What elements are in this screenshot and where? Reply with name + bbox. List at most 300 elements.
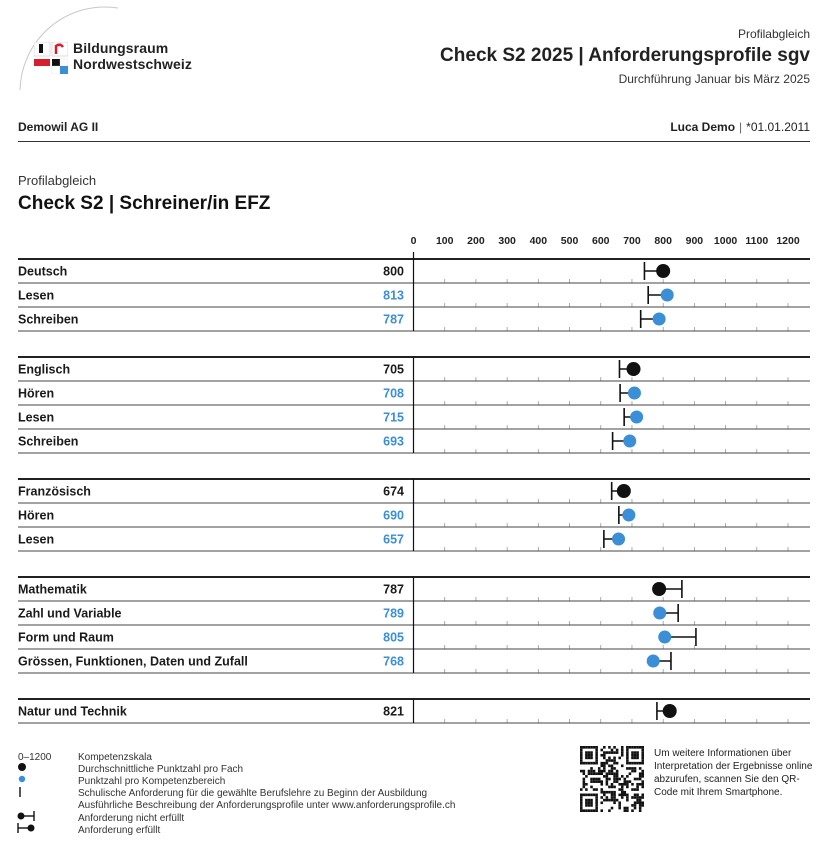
qr-module <box>588 804 591 807</box>
qr-module <box>631 751 634 754</box>
qr-module <box>593 780 596 783</box>
qr-module <box>641 801 644 804</box>
area-label: Schreiben <box>18 312 79 327</box>
qr-module <box>595 801 598 804</box>
qr-module <box>585 794 588 797</box>
qr-module <box>636 801 639 804</box>
qr-module <box>639 809 642 812</box>
qr-module <box>590 778 593 781</box>
qr-module <box>634 778 637 781</box>
legend-area-dot-icon <box>19 776 25 782</box>
qr-module <box>621 791 624 794</box>
qr-module <box>588 762 591 765</box>
qr-module <box>608 772 611 775</box>
qr-module <box>641 780 644 783</box>
qr-module <box>616 799 619 802</box>
qr-module <box>626 807 629 810</box>
qr-module <box>585 801 588 804</box>
qr-module <box>583 770 586 773</box>
qr-module <box>616 770 619 773</box>
qr-module <box>626 767 629 770</box>
qr-module <box>611 791 614 794</box>
qr-module <box>608 746 611 749</box>
x-tick-label: 800 <box>654 235 672 247</box>
qr-module <box>613 799 616 802</box>
qr-module <box>626 757 629 760</box>
qr-module <box>616 775 619 778</box>
qr-module <box>588 770 591 773</box>
qr-module <box>580 770 583 773</box>
area-score: 768 <box>383 654 404 669</box>
qr-module <box>621 783 624 786</box>
qr-module <box>590 751 593 754</box>
qr-module <box>611 796 614 799</box>
x-tick-label: 300 <box>498 235 516 247</box>
qr-module <box>608 770 611 773</box>
qr-module <box>631 754 634 757</box>
qr-module <box>590 762 593 765</box>
qr-module <box>600 754 603 757</box>
qr-module <box>639 767 642 770</box>
qr-module <box>595 799 598 802</box>
qr-module <box>639 804 642 807</box>
qr-module <box>583 772 586 775</box>
area-score: 813 <box>383 288 404 303</box>
qr-module <box>590 770 593 773</box>
qr-module <box>616 762 619 765</box>
qr-module <box>636 746 639 749</box>
qr-module <box>613 762 616 765</box>
qr-module <box>641 751 644 754</box>
qr-module <box>634 788 637 791</box>
qr-module <box>624 807 627 810</box>
qr-module <box>618 794 621 797</box>
x-tick-label: 500 <box>560 235 579 247</box>
qr-module <box>613 796 616 799</box>
qr-module <box>600 788 603 791</box>
person-info <box>670 120 810 134</box>
qr-module <box>636 751 639 754</box>
qr-module <box>600 809 603 812</box>
qr-module <box>613 775 616 778</box>
qr-module <box>629 772 632 775</box>
logo-line1: Bildungsraum <box>73 40 169 56</box>
qr-module <box>580 757 583 760</box>
qr-module <box>598 780 601 783</box>
qr-module <box>611 749 614 752</box>
qr-module <box>634 807 637 810</box>
subject-point <box>617 484 631 498</box>
qr-module <box>634 746 637 749</box>
qr-module <box>634 757 637 760</box>
qr-module <box>624 794 627 797</box>
subject-score: 800 <box>383 264 404 279</box>
qr-module <box>580 754 583 757</box>
qr-module <box>595 759 598 762</box>
qr-module <box>611 807 614 810</box>
qr-module <box>583 786 586 789</box>
logo-line2: Nordwestschweiz <box>73 56 192 72</box>
qr-module <box>598 772 601 775</box>
qr-module <box>590 754 593 757</box>
qr-module <box>626 759 629 762</box>
qr-module <box>616 778 619 781</box>
subject-score: 821 <box>383 704 404 719</box>
area-point <box>612 533 625 546</box>
qr-module <box>590 767 593 770</box>
qr-module <box>588 772 591 775</box>
qr-module <box>631 746 634 749</box>
area-point <box>661 289 674 302</box>
qr-module <box>590 780 593 783</box>
area-score: 690 <box>383 508 404 523</box>
subject-score: 787 <box>383 582 404 597</box>
qr-module <box>624 780 627 783</box>
qr-module <box>641 804 644 807</box>
qr-module <box>608 764 611 767</box>
qr-module <box>603 751 606 754</box>
qr-module <box>600 770 603 773</box>
qr-module <box>636 796 639 799</box>
qr-module <box>611 751 614 754</box>
qr-info-text: Um weitere Informationen über Interpretation der Ergebnisse online abzurufen, scannen Sie den QR-Code mit Ihrem Smartphone. <box>654 748 813 798</box>
qr-module <box>618 778 621 781</box>
qr-module <box>611 764 614 767</box>
section-title: Check S2 | Schreiner/in EFZ <box>18 193 271 214</box>
x-tick-label: 100 <box>435 235 454 247</box>
qr-module <box>641 775 644 778</box>
qr-module <box>626 751 629 754</box>
qr-module <box>611 770 614 773</box>
qr-module <box>606 780 609 783</box>
qr-module <box>583 809 586 812</box>
header-kicker: Profilabgleich <box>737 27 810 41</box>
qr-module <box>641 759 644 762</box>
qr-module <box>613 772 616 775</box>
qr-module <box>580 759 583 762</box>
qr-module <box>585 775 588 778</box>
section-kicker: Profilabgleich <box>18 173 97 188</box>
area-label: Lesen <box>18 532 55 547</box>
qr-module <box>606 759 609 762</box>
qr-module <box>603 762 606 765</box>
qr-module <box>641 762 644 765</box>
subject-label: Französisch <box>18 484 91 499</box>
x-tick-label: 1200 <box>776 235 800 247</box>
qr-module <box>611 759 614 762</box>
qr-module <box>636 778 639 781</box>
qr-module <box>636 799 639 802</box>
qr-module <box>631 757 634 760</box>
qr-module <box>613 778 616 781</box>
qr-module <box>603 799 606 802</box>
qr-module <box>580 762 583 765</box>
qr-module <box>626 762 629 765</box>
qr-module <box>595 762 598 765</box>
legend-item: Durchschnittliche Punktzahl pro Fach <box>78 764 244 775</box>
qr-module <box>585 783 588 786</box>
qr-module <box>593 794 596 797</box>
qr-module <box>600 762 603 765</box>
qr-module <box>636 754 639 757</box>
qr-module <box>634 762 637 765</box>
qr-module <box>626 780 629 783</box>
area-label: Form und Raum <box>18 630 114 645</box>
qr-module <box>603 775 606 778</box>
qr-module <box>608 751 611 754</box>
qr-module <box>585 754 588 757</box>
x-tick-label: 1000 <box>713 235 738 247</box>
legend-item: Anforderung erfüllt <box>78 825 161 836</box>
qr-module <box>634 770 637 773</box>
area-label: Schreiben <box>18 434 79 449</box>
qr-module <box>641 757 644 760</box>
page-title: Check S2 2025 | Anforderungsprofile sgv <box>440 45 810 66</box>
subject-point <box>663 704 677 718</box>
qr-module <box>631 783 634 786</box>
area-score: 715 <box>383 410 404 425</box>
qr-module <box>580 794 583 797</box>
qr-module <box>583 783 586 786</box>
qr-module <box>641 746 644 749</box>
legend-item: Kompetenzskala <box>78 752 152 763</box>
area-label: Lesen <box>18 410 55 425</box>
qr-module <box>626 809 629 812</box>
x-tick-label: 700 <box>623 235 641 247</box>
qr-module <box>588 801 591 804</box>
qr-module <box>606 778 609 781</box>
qr-module <box>618 757 621 760</box>
logo-flags-icon <box>34 42 68 74</box>
qr-module <box>626 794 629 797</box>
legend-item: Anforderung nicht erfüllt <box>78 813 185 824</box>
qr-module <box>621 764 624 767</box>
qr-module <box>588 757 591 760</box>
qr-module <box>636 788 639 791</box>
qr-module <box>600 749 603 752</box>
qr-module <box>636 794 639 797</box>
qr-module <box>641 794 644 797</box>
qr-module <box>613 794 616 797</box>
qr-module <box>595 749 598 752</box>
qr-module <box>641 772 644 775</box>
qr-module <box>585 788 588 791</box>
area-point <box>628 387 641 400</box>
qr-module <box>595 807 598 810</box>
qr-module <box>595 751 598 754</box>
qr-module <box>639 799 642 802</box>
area-score: 805 <box>383 630 404 645</box>
qr-module <box>624 791 627 794</box>
area-label: Lesen <box>18 288 55 303</box>
qr-module <box>600 796 603 799</box>
qr-module <box>593 770 596 773</box>
qr-module <box>590 746 593 749</box>
person-name: Luca Demo <box>670 120 736 134</box>
subject-score: 705 <box>383 362 404 377</box>
qr-module <box>611 772 614 775</box>
qr-module <box>598 770 601 773</box>
qr-module <box>588 754 591 757</box>
qr-module <box>639 762 642 765</box>
qr-module <box>603 757 606 760</box>
qr-module <box>608 759 611 762</box>
qr-module <box>618 788 621 791</box>
qr-module <box>603 764 606 767</box>
qr-module <box>616 772 619 775</box>
qr-module <box>585 809 588 812</box>
area-point <box>653 607 666 620</box>
area-score: 693 <box>383 434 404 449</box>
qr-module <box>606 796 609 799</box>
qr-module <box>631 809 634 812</box>
subject-label: Englisch <box>18 362 71 377</box>
qr-module <box>636 786 639 789</box>
qr-module <box>611 767 614 770</box>
qr-module <box>588 794 591 797</box>
qr-module <box>603 791 606 794</box>
qr-module <box>606 775 609 778</box>
qr-module <box>595 772 598 775</box>
subject-point <box>627 362 641 376</box>
qr-module <box>590 799 593 802</box>
qr-module <box>631 762 634 765</box>
legend-met-icon <box>18 823 35 833</box>
qr-code-icon[interactable] <box>580 746 644 812</box>
qr-module <box>606 791 609 794</box>
header-subtitle: Durchführung Januar bis März 2025 <box>618 72 810 86</box>
qr-module <box>618 804 621 807</box>
qr-module <box>626 754 629 757</box>
area-label: Grössen, Funktionen, Daten und Zufall <box>18 654 248 669</box>
qr-module <box>585 799 588 802</box>
person-birthdate: *01.01.2011 <box>746 120 810 134</box>
qr-module <box>580 788 583 791</box>
qr-module <box>606 751 609 754</box>
qr-module <box>600 772 603 775</box>
area-point <box>653 313 666 326</box>
qr-module <box>590 786 593 789</box>
qr-module <box>595 746 598 749</box>
qr-module <box>588 809 591 812</box>
qr-module <box>600 801 603 804</box>
qr-module <box>624 778 627 781</box>
qr-module <box>600 764 603 767</box>
qr-module <box>641 796 644 799</box>
qr-module <box>583 794 586 797</box>
legend-not-met-icon <box>18 811 35 821</box>
qr-module <box>595 788 598 791</box>
x-tick-label: 0 <box>410 235 417 247</box>
qr-module <box>583 746 586 749</box>
qr-module <box>613 757 616 760</box>
qr-module <box>636 783 639 786</box>
qr-module <box>629 762 632 765</box>
qr-module <box>608 786 611 789</box>
qr-module <box>621 796 624 799</box>
qr-module <box>603 767 606 770</box>
area-point <box>647 655 660 668</box>
x-tick-label: 200 <box>467 235 485 247</box>
qr-module <box>598 778 601 781</box>
qr-module <box>629 780 632 783</box>
subject-label: Deutsch <box>18 264 68 279</box>
qr-module <box>626 783 629 786</box>
qr-module <box>631 788 634 791</box>
qr-module <box>634 801 637 804</box>
qr-module <box>626 796 629 799</box>
legend-item: Ausführliche Beschreibung der Anforderungsprofile unter www.anforderungsprofile.ch <box>78 800 456 811</box>
qr-module <box>621 751 624 754</box>
qr-module <box>595 804 598 807</box>
qr-module <box>636 757 639 760</box>
qr-module <box>639 796 642 799</box>
qr-module <box>639 778 642 781</box>
qr-module <box>621 749 624 752</box>
qr-module <box>598 767 601 770</box>
x-tick-label: 400 <box>529 235 548 247</box>
qr-module <box>613 791 616 794</box>
qr-module <box>580 751 583 754</box>
qr-module <box>621 746 624 749</box>
qr-module <box>611 799 614 802</box>
qr-module <box>580 804 583 807</box>
qr-module <box>585 804 588 807</box>
qr-module <box>618 807 621 810</box>
qr-module <box>634 804 637 807</box>
qr-module <box>590 809 593 812</box>
qr-module <box>626 799 629 802</box>
qr-module <box>606 772 609 775</box>
qr-module <box>631 770 634 773</box>
qr-module <box>595 778 598 781</box>
qr-module <box>583 778 586 781</box>
qr-module <box>600 783 603 786</box>
area-score: 789 <box>383 606 404 621</box>
qr-module <box>613 780 616 783</box>
qr-module <box>611 783 614 786</box>
qr-module <box>606 799 609 802</box>
qr-module <box>641 786 644 789</box>
x-tick-label: 900 <box>685 235 704 247</box>
x-tick-label: 1100 <box>745 235 769 247</box>
qr-module <box>590 801 593 804</box>
qr-module <box>621 786 624 789</box>
qr-module <box>600 791 603 794</box>
qr-module <box>585 746 588 749</box>
qr-module <box>631 796 634 799</box>
qr-module <box>583 780 586 783</box>
qr-module <box>590 757 593 760</box>
qr-module <box>593 746 596 749</box>
qr-module <box>603 770 606 773</box>
qr-module <box>631 767 634 770</box>
subject-label: Mathematik <box>18 582 87 597</box>
header-divider <box>18 141 810 142</box>
qr-module <box>621 794 624 797</box>
qr-module <box>616 749 619 752</box>
qr-module <box>613 759 616 762</box>
qr-module <box>608 778 611 781</box>
area-label: Hören <box>18 508 55 523</box>
x-tick-label: 600 <box>591 235 610 247</box>
legend-subject-dot-icon <box>18 763 26 771</box>
area-score: 787 <box>383 312 404 327</box>
qr-module <box>608 809 611 812</box>
qr-module <box>618 801 621 804</box>
profile-chart <box>0 230 828 730</box>
qr-module <box>629 746 632 749</box>
